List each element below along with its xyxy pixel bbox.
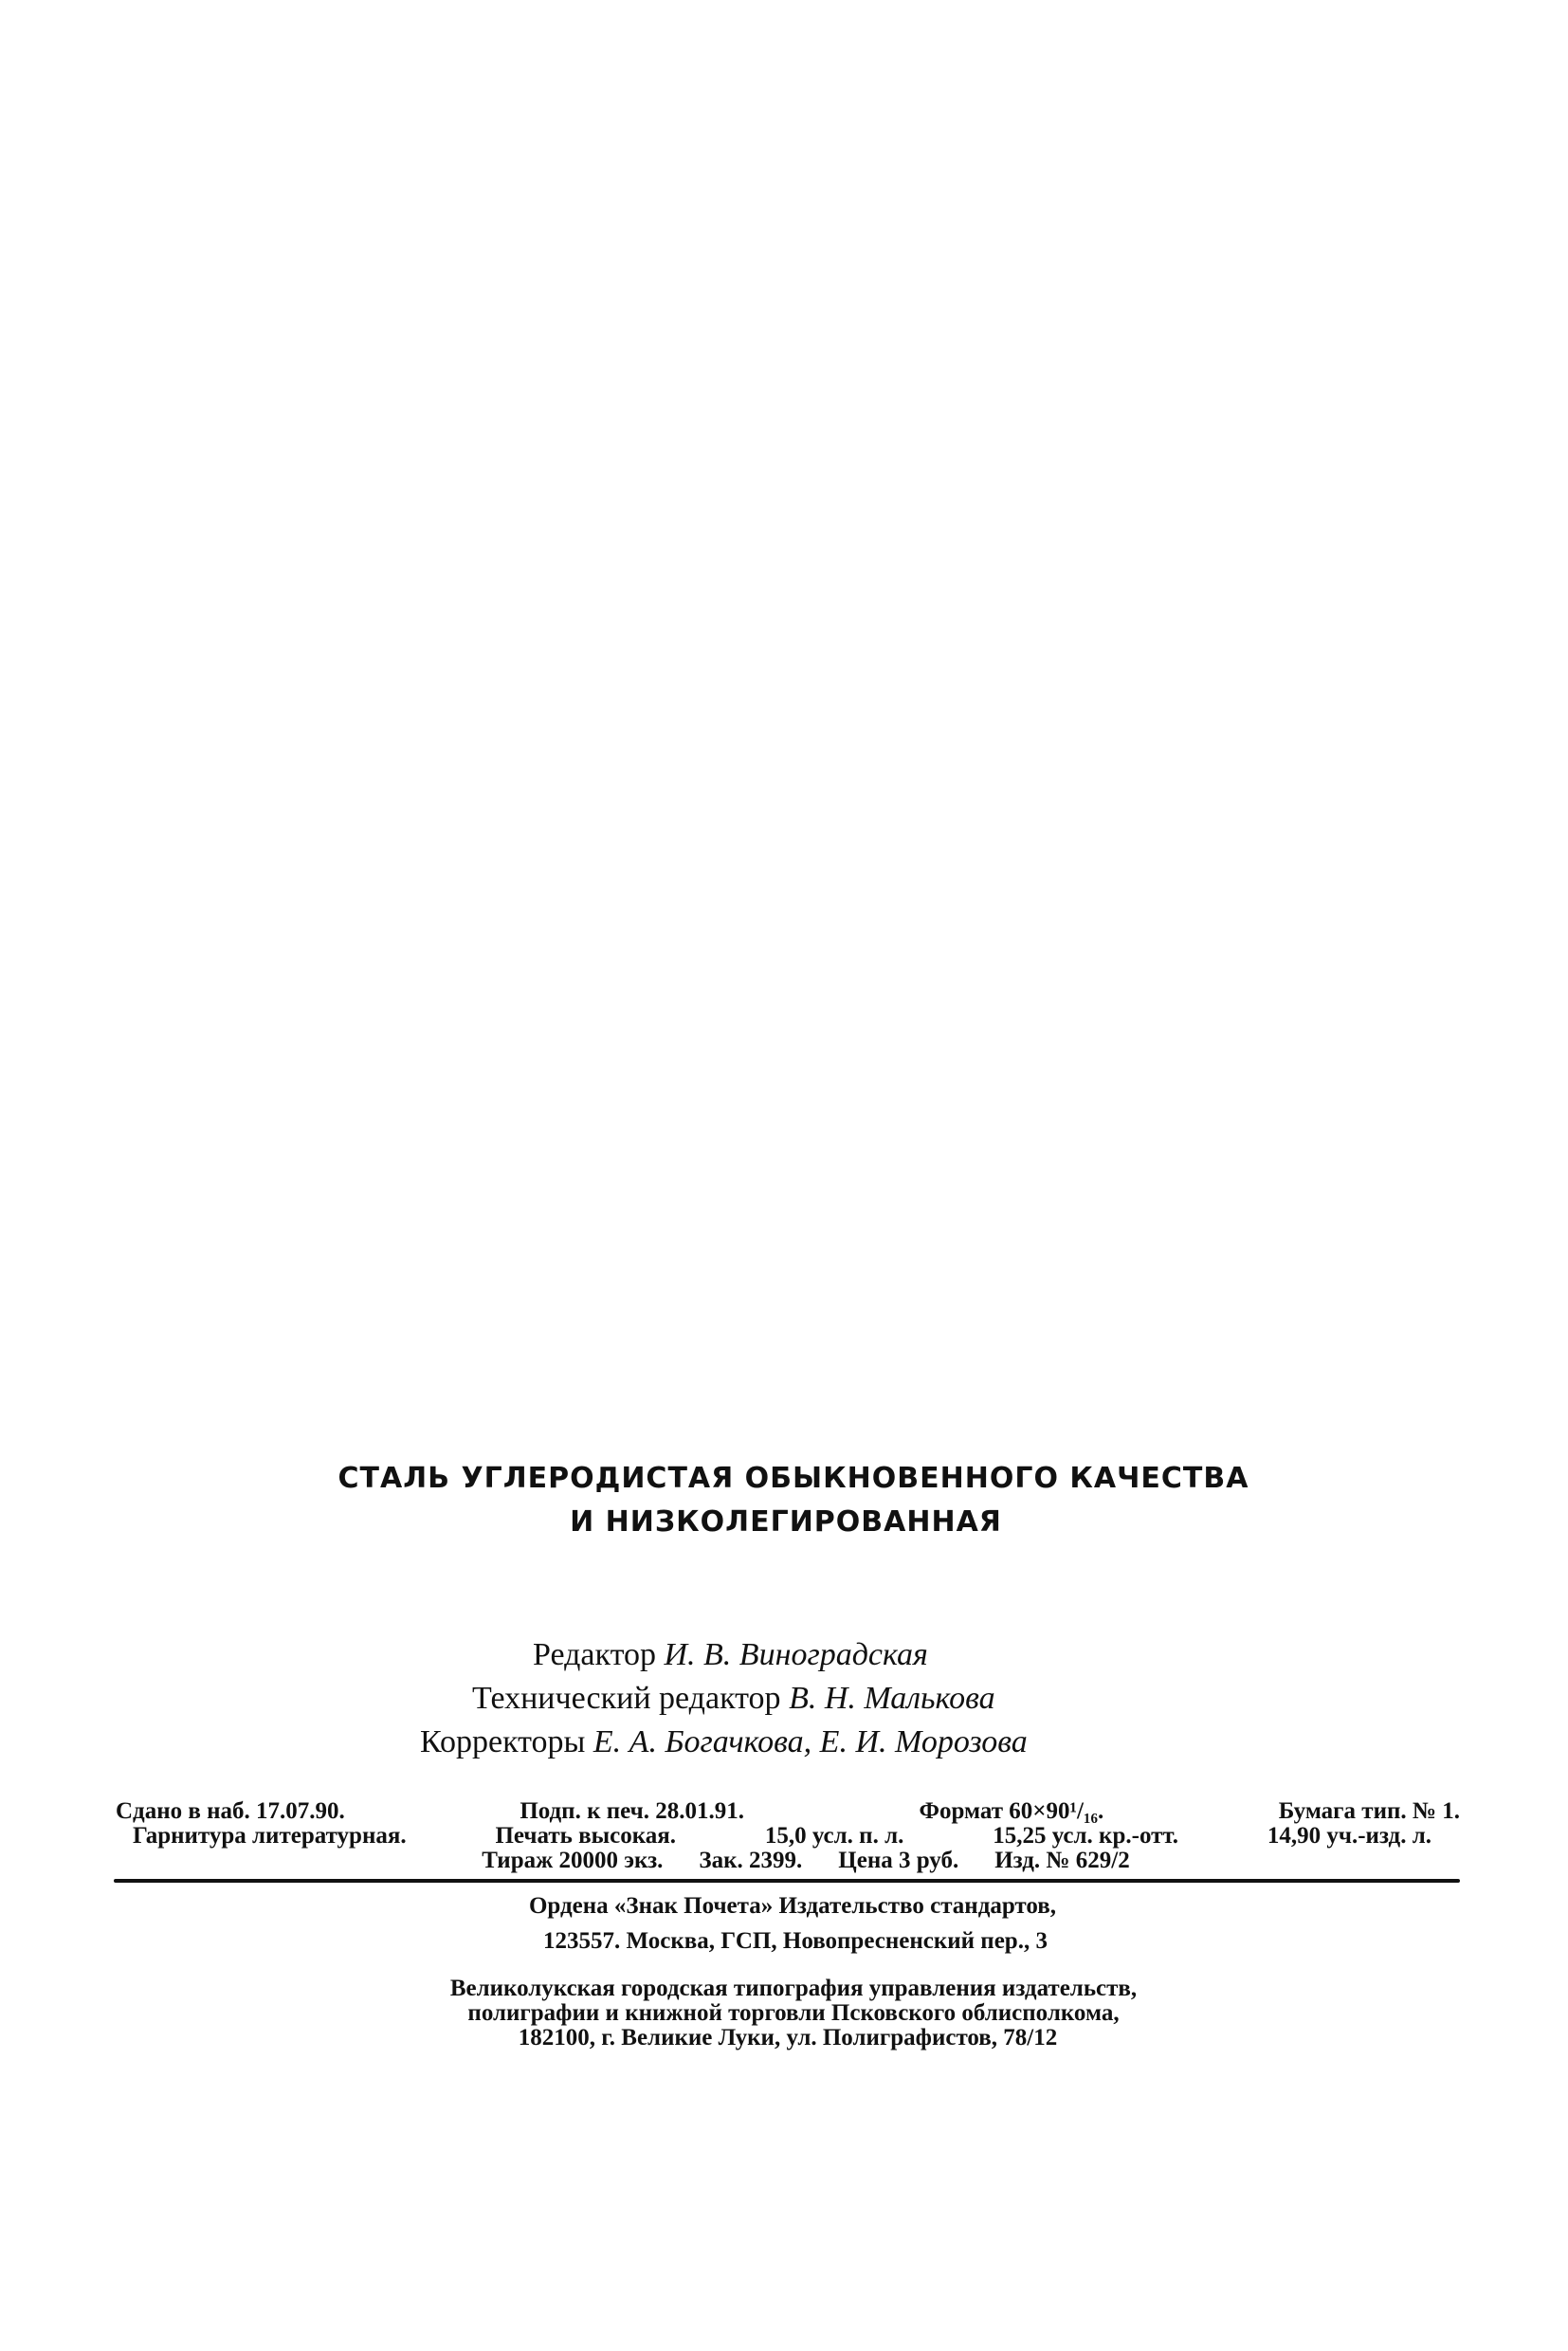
imprint-order: Зак. 2399. [699, 1848, 803, 1873]
print-imprint [114, 1799, 1460, 1873]
printer-line-1: Великолукская городская типография управления издательств, [449, 1976, 1138, 2001]
printer-line-2: полиграфии и книжной торговли Псковского облисполкома, [467, 2000, 1120, 2026]
title-line-2: И НИЗКОЛЕГИРОВАННАЯ [570, 1505, 1002, 1539]
publisher-block [0, 1891, 1568, 1956]
staff-name: В. Н. Малькова [789, 1681, 995, 1716]
imprint-line-1 [114, 1799, 1460, 1824]
staff-technical-editor [472, 1676, 995, 1722]
staff-editor [533, 1632, 928, 1678]
document-title [0, 1457, 1568, 1544]
imprint-submitted: Сдано в наб. 17.07.90. [116, 1798, 345, 1824]
imprint-line-3 [114, 1849, 1460, 1873]
title-line-1: СТАЛЬ УГЛЕРОДИСТАЯ ОБЫКНОВЕННОГО КАЧЕСТВА [337, 1462, 1249, 1495]
imprint-sheets: 15,0 усл. п. л. [764, 1823, 904, 1849]
publisher-name: Ордена «Знак Почета» Издательство стандартов, [528, 1893, 1056, 1919]
imprint-typeface: Гарнитура литературная. [133, 1823, 407, 1849]
staff-role: Редактор [533, 1637, 656, 1672]
horizontal-rule [114, 1879, 1460, 1883]
imprint-format: Формат 60×90¹/₁₆. [919, 1798, 1104, 1824]
staff-name: И. В. Виноградская [664, 1637, 928, 1672]
imprint-paper: Бумага тип. № 1. [1278, 1798, 1460, 1824]
printer-block [0, 1977, 1568, 2050]
imprint-pub-sheets: 14,90 уч.-изд. л. [1267, 1823, 1431, 1849]
staff-role: Технический редактор [472, 1681, 781, 1716]
staff-proofreaders [420, 1720, 1028, 1765]
publisher-address: 123557. Москва, ГСП, Новопресненский пер., 3 [543, 1928, 1048, 1954]
imprint-printing: Печать высокая. [495, 1823, 676, 1849]
imprint-line-2 [114, 1824, 1460, 1849]
imprint-signed: Подп. к печ. 28.01.91. [520, 1798, 744, 1824]
imprint-prints: 15,25 усл. кр.-отт. [993, 1823, 1179, 1849]
staff-role: Корректоры [420, 1724, 586, 1759]
printer-line-3: 182100, г. Великие Луки, ул. Полиграфистов, 78/12 [518, 2025, 1058, 2050]
imprint-circulation: Тираж 20000 экз. [482, 1848, 664, 1873]
imprint-price: Цена 3 руб. [838, 1848, 959, 1873]
staff-name: Е. А. Богачкова, Е. И. Морозова [593, 1724, 1028, 1759]
imprint-edition-number: Изд. № 629/2 [994, 1848, 1130, 1873]
